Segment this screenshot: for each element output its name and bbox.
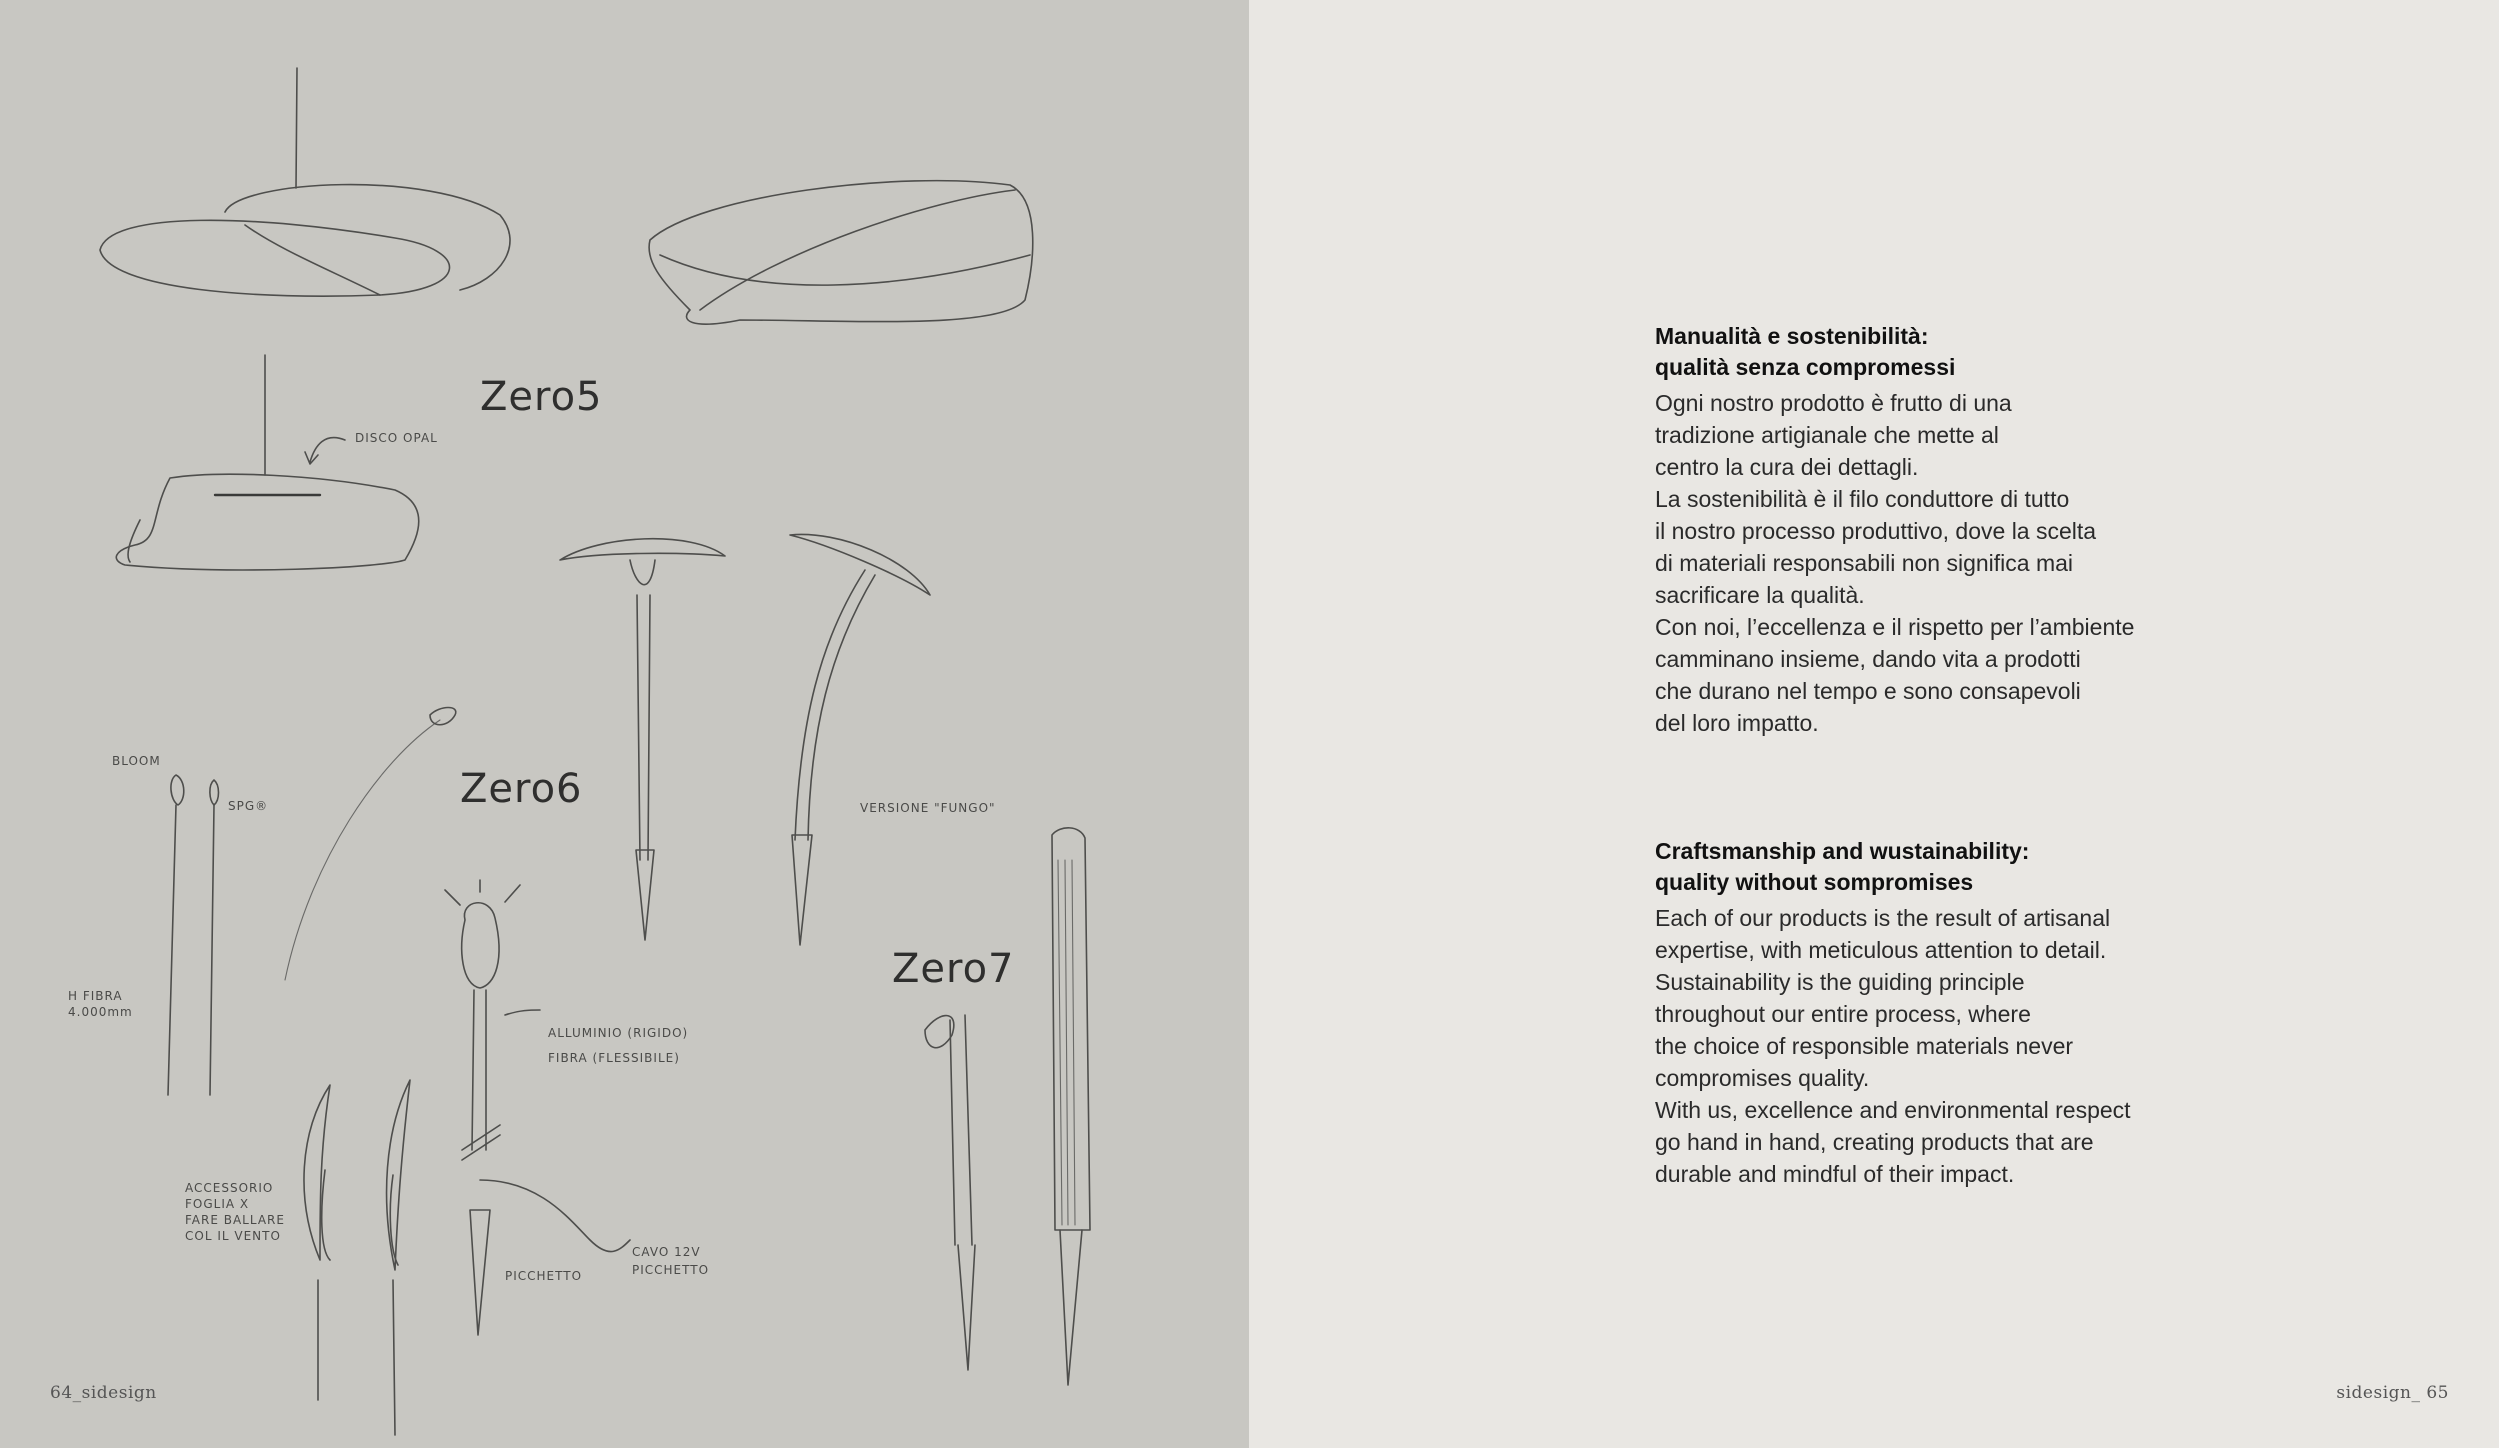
english-body	[1655, 902, 2215, 1190]
page-number-right: sidesign_ 65	[2336, 1383, 2449, 1403]
italian-text-block	[1655, 321, 2215, 739]
italian-body-line: camminano insieme, dando vita a prodotti	[1655, 646, 2081, 672]
label-h-fibra: H FIBRA	[68, 989, 123, 1003]
english-text-block	[1655, 836, 2215, 1190]
english-body-line: Sustainability is the guiding principle	[1655, 969, 2025, 995]
english-body-line: With us, excellence and environmental respect	[1655, 1097, 2131, 1123]
italian-body-line: Ogni nostro prodotto è frutto di una	[1655, 390, 2012, 416]
label-cavo: CAVO 12V	[632, 1245, 701, 1259]
label-zero7: Zero7	[892, 946, 1015, 992]
sketch-mushroom-lamp-2	[790, 534, 930, 945]
italian-body-line: tradizione artigianale che mette al	[1655, 422, 1999, 448]
label-alluminio: ALLUMINIO (RIGIDO)	[548, 1026, 689, 1040]
label-zero5: Zero5	[480, 374, 603, 420]
sketch-pendant-1	[100, 68, 510, 296]
italian-body-line: di materiali responsabili non significa mai	[1655, 550, 2074, 576]
sketch-garden-light	[445, 880, 630, 1335]
label-cavo-2: PICCHETTO	[632, 1263, 710, 1277]
label-accessorio-2: FOGLIA X	[185, 1197, 250, 1211]
english-heading-line-2: quality without sompromises	[1655, 869, 1974, 895]
sketch-leaf-accessories	[304, 1080, 410, 1435]
left-page-sketches	[0, 0, 1249, 1448]
english-body-line: go hand in hand, creating products that are	[1655, 1129, 2094, 1155]
italian-body-line: sacrificare la qualità.	[1655, 582, 1865, 608]
sketch-pendant-3	[116, 355, 418, 570]
english-body-line: throughout our entire process, where	[1655, 1001, 2031, 1027]
label-versione-fungo: VERSIONE "FUNGO"	[860, 801, 996, 815]
sketch-zero7-bollards	[925, 828, 1090, 1385]
label-accessorio-4: COL IL VENTO	[185, 1229, 281, 1243]
page-number-left: 64_sidesign	[50, 1383, 157, 1403]
english-body-line: durable and mindful of their impact.	[1655, 1161, 2015, 1187]
lamp-sketches-illustration	[0, 0, 1249, 1448]
italian-body-line: Con noi, l’eccellenza e il rispetto per l’ambiente	[1655, 614, 2135, 640]
label-bloom: BLOOM	[112, 754, 161, 768]
english-body-line: Each of our products is the result of artisanal	[1655, 905, 2111, 931]
label-picchetto: PICCHETTO	[505, 1269, 583, 1283]
label-accessorio-3: FARE BALLARE	[185, 1213, 285, 1227]
italian-body-line: che durano nel tempo e sono consapevoli	[1655, 678, 2081, 704]
english-heading-line-1: Craftsmanship and wustainability:	[1655, 838, 2030, 864]
english-body-line: expertise, with meticulous attention to detail.	[1655, 937, 2107, 963]
sketch-bloom-rods	[168, 708, 456, 1096]
sketch-pendant-2	[649, 181, 1033, 325]
italian-body-line: il nostro processo produttivo, dove la scelta	[1655, 518, 2097, 544]
label-fibra: FIBRA (FLESSIBILE)	[548, 1051, 680, 1065]
label-h-value: 4.000mm	[68, 1005, 133, 1019]
label-disco-opal: DISCO OPAL	[355, 431, 438, 445]
label-accessorio-1: ACCESSORIO	[185, 1181, 274, 1195]
italian-body-line: del loro impatto.	[1655, 710, 1819, 736]
english-body-line: the choice of responsible materials never	[1655, 1033, 2074, 1059]
italian-heading-line-2: qualità senza compromessi	[1655, 354, 1956, 380]
italian-body-line: La sostenibilità è il filo conduttore di tutto	[1655, 486, 2070, 512]
italian-body	[1655, 387, 2215, 739]
sketch-mushroom-lamp-1	[560, 539, 725, 940]
italian-body-line: centro la cura dei dettagli.	[1655, 454, 1919, 480]
label-zero6: Zero6	[460, 766, 583, 812]
english-body-line: compromises quality.	[1655, 1065, 1870, 1091]
label-spg: SPG®	[228, 799, 269, 813]
italian-heading-line-1: Manualità e sostenibilità:	[1655, 323, 1929, 349]
